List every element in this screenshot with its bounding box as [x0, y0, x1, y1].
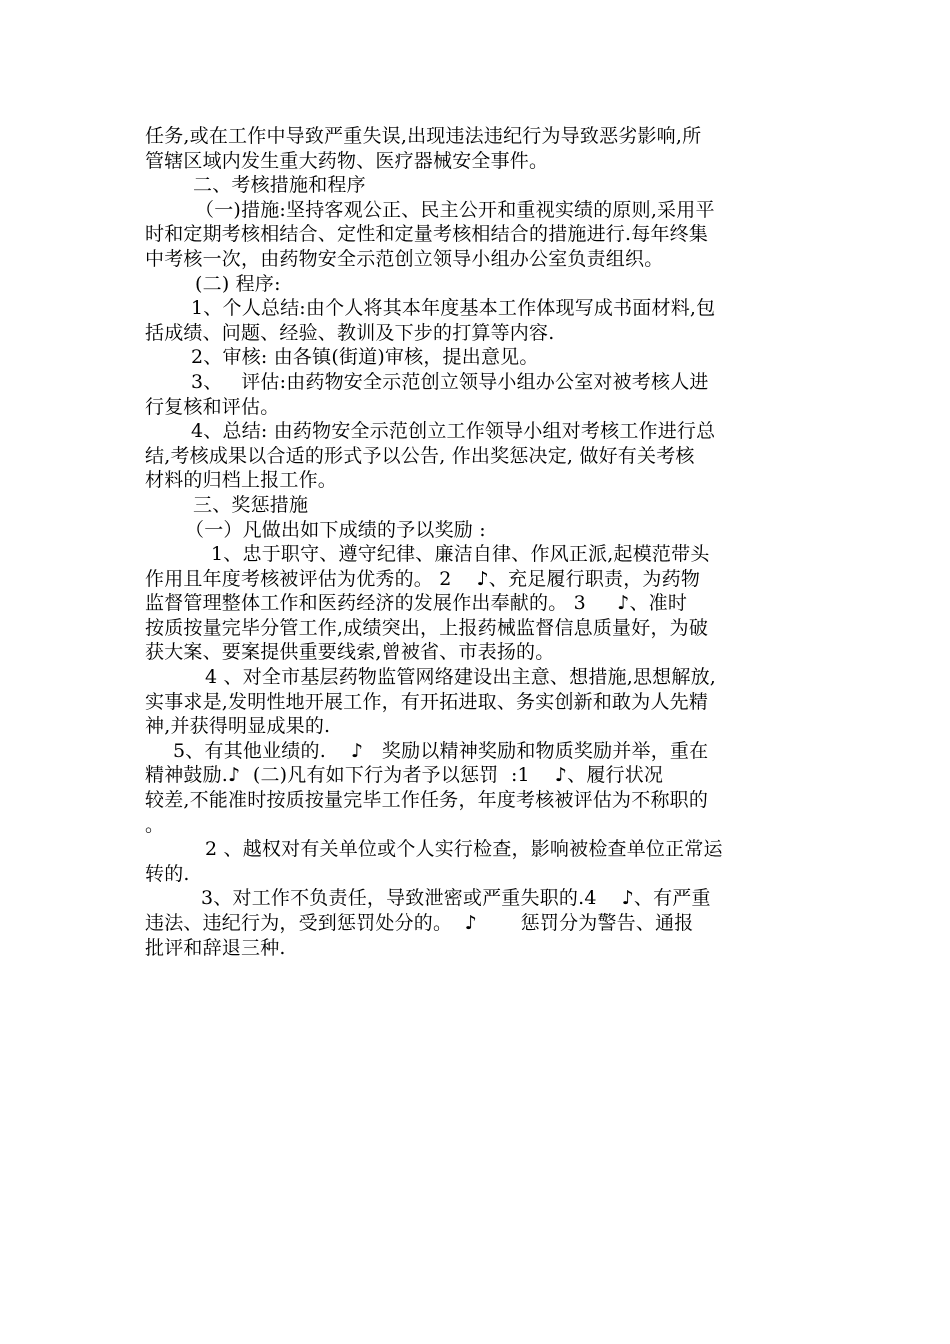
- text-line: 违法、违纪行为，受到惩罚处分的。 ♪ 惩罚分为警告、通报: [145, 912, 694, 934]
- text-line: 3、 评估:由药物安全示范创立领导小组办公室对被考核人进: [191, 370, 709, 393]
- text-line: 三、奖惩措施: [193, 493, 309, 516]
- text-line: 2、审核: 由各镇(街道)审核，提出意见。: [191, 346, 539, 369]
- text-line: （一)措施:坚持客观公正、民主公开和重视实绩的原则,采用平: [195, 198, 715, 221]
- text-line: 1、个人总结:由个人将其本年度基本工作体现写成书面材料,包: [191, 297, 716, 320]
- text-line: 按质按量完毕分管工作,成绩突出，上报药械监督信息质量好，为破: [145, 616, 709, 639]
- text-line: 4 、对全市基层药物监管网络建设出主意、想措施,思想解放,: [205, 666, 717, 689]
- text-line: 转的.: [145, 862, 190, 885]
- text-line: 批评和辞退三种.: [145, 936, 286, 959]
- text-line: 行复核和评估。: [145, 395, 280, 418]
- text-line: 括成绩、问题、经验、教训及下步的打算等内容.: [145, 321, 555, 344]
- document-body: [145, 124, 805, 960]
- text-line: 作用且年度考核被评估为优秀的。 2 ♪、充足履行职责，为药物: [145, 567, 701, 590]
- text-line: 4、总结: 由药物安全示范创立工作领导小组对考核工作进行总: [191, 420, 716, 443]
- text-line: 。: [145, 813, 165, 836]
- text-line: 二、考核措施和程序: [193, 174, 366, 197]
- text-line: 管辖区域内发生重大药物、医疗器械安全事件。: [145, 149, 549, 172]
- text-line: 1、忠于职守、遵守纪律、廉洁自律、作风正派,起模范带头: [211, 543, 710, 566]
- text-line: 2 、越权对有关单位或个人实行检查，影响被检查单位正常运: [205, 838, 723, 861]
- text-line: 获大案、要案提供重要线索,曾被省、市表扬的。: [145, 641, 555, 664]
- text-line: 精神鼓励.♪ (二)凡有如下行为者予以惩罚 :1 ♪、履行状况: [145, 764, 664, 787]
- text-line: 神,并获得明显成果的.: [145, 715, 331, 738]
- text-line: 较差,不能准时按质按量完毕工作任务，年度考核被评估为不称职的: [145, 789, 709, 812]
- text-line: (二) 程序:: [195, 272, 281, 295]
- text-line: 任务,或在工作中导致严重失误,出现违法违纪行为导致恶劣影响,所: [145, 125, 702, 147]
- text-line: 监督管理整体工作和医药经济的发展作出奉献的。 3 ♪、准时: [145, 592, 688, 615]
- text-line: （一）凡做出如下成绩的予以奖励 :: [185, 518, 486, 541]
- text-line: 中考核一次，由药物安全示范创立领导小组办公室负责组织。: [145, 247, 664, 270]
- text-line: 实事求是,发明性地开展工作，有开拓进取、务实创新和敢为人先精: [145, 690, 709, 713]
- text-line: 时和定期考核相结合、定性和定量考核相结合的措施进行.每年终集: [145, 223, 709, 246]
- text-line: 材料的归档上报工作。: [145, 469, 338, 492]
- text-line: 结,考核成果以合适的形式予以公告, 作出奖惩决定, 做好有关考核: [145, 444, 695, 467]
- text-line: 3、对工作不负责任，导致泄密或严重失职的.4 ♪、有严重: [201, 887, 711, 910]
- text-line: 5、有其他业绩的. ♪ 奖励以精神奖励和物质奖励并举，重在: [173, 739, 709, 762]
